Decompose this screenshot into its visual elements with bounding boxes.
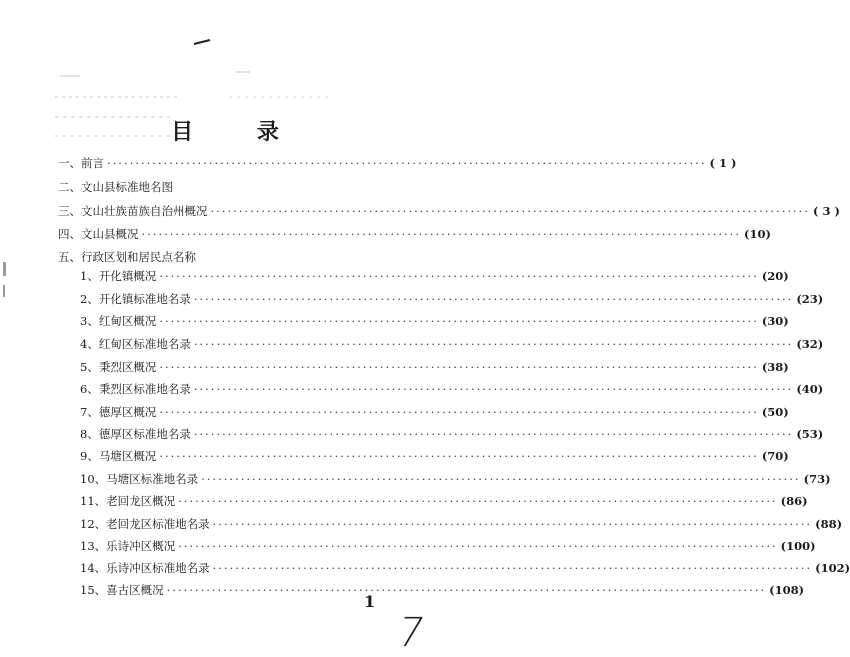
toc-entry-label: 1、开化镇概况 bbox=[80, 269, 157, 283]
toc-entry bbox=[58, 203, 840, 219]
dot-leader: ·········································································································· bbox=[159, 449, 759, 463]
dot-leader: ·········································································································· bbox=[193, 292, 794, 306]
toc-entry-label: 7、德厚区概况 bbox=[80, 405, 157, 419]
dot-leader: ·········································································································· bbox=[159, 269, 759, 283]
toc-entry-page: (53) bbox=[796, 427, 824, 441]
toc-entry-page: (30) bbox=[761, 314, 789, 328]
toc-entry-label: 8、德厚区标准地名录 bbox=[80, 427, 191, 441]
toc-entry bbox=[80, 493, 808, 509]
toc-entry-page: (50) bbox=[761, 405, 789, 419]
toc-entry bbox=[80, 471, 831, 487]
handwritten-mark: 7 bbox=[393, 610, 429, 656]
toc-entry-label: 13、乐诗冲区概况 bbox=[80, 539, 176, 553]
dot-leader: ·········································································································· bbox=[166, 583, 767, 597]
toc-entry bbox=[80, 381, 824, 397]
dot-leader: ·········································································································· bbox=[193, 382, 794, 396]
toc-entry bbox=[80, 291, 824, 307]
dot-leader: ·········································································································· bbox=[210, 204, 810, 218]
toc-entry-page: (10) bbox=[744, 227, 771, 241]
toc-entry-label: 12、老回龙区标准地名录 bbox=[80, 517, 210, 531]
toc-entry-label: 三、文山壮族苗族自治州概况 bbox=[58, 204, 208, 218]
dot-leader: ·········································································································· bbox=[107, 156, 707, 170]
toc-entry-page: (40) bbox=[796, 382, 824, 396]
toc-entry-page: (20) bbox=[761, 269, 789, 283]
toc-entry-page: (73) bbox=[803, 472, 831, 486]
toc-entry-label: 15、喜古区概况 bbox=[80, 583, 164, 597]
toc-entry bbox=[80, 582, 805, 598]
toc-entry-label: 五、行政区划和居民点名称 bbox=[58, 250, 196, 264]
page-number: 1 bbox=[364, 592, 376, 611]
toc-entry bbox=[80, 448, 789, 464]
dot-leader: ·········································································································· bbox=[159, 405, 759, 419]
toc-entry-page: (100) bbox=[780, 539, 816, 553]
toc-entry-label: 四、文山县概况 bbox=[58, 227, 139, 241]
toc-entry bbox=[58, 155, 737, 171]
toc-entry-label: 5、秉烈区概况 bbox=[80, 360, 157, 374]
toc-entry bbox=[80, 560, 850, 576]
toc-entry-label: 6、秉烈区标准地名录 bbox=[80, 382, 191, 396]
toc-entry-label: 3、红甸区概况 bbox=[80, 314, 157, 328]
toc-entry-label: 9、马塘区概况 bbox=[80, 449, 157, 463]
dot-leader: ·········································································································· bbox=[178, 494, 778, 508]
toc-entry-page: (38) bbox=[761, 360, 789, 374]
page-title: 目 录 bbox=[171, 119, 307, 145]
toc-entry-label: 一、前言 bbox=[58, 156, 104, 170]
toc-entry bbox=[58, 179, 393, 195]
toc-entry bbox=[80, 426, 824, 442]
toc-entry-label: 2、开化镇标准地名录 bbox=[80, 292, 191, 306]
dot-leader: ·········································································································· bbox=[193, 427, 794, 441]
toc-entry-label: 4、红甸区标准地名录 bbox=[80, 337, 191, 351]
toc-entry-page: (23) bbox=[796, 292, 824, 306]
toc-entry bbox=[58, 226, 771, 242]
toc-entry-label: 二、文山县标准地名图 bbox=[58, 180, 173, 194]
dot-leader: ·········································································································· bbox=[193, 337, 794, 351]
toc-entry-label: 11、老回龙区概况 bbox=[80, 494, 176, 508]
toc-entry-page: (32) bbox=[796, 337, 824, 351]
dot-leader: ·········································································································· bbox=[212, 517, 813, 531]
toc-entry bbox=[80, 538, 816, 554]
dot-leader: ·········································································································· bbox=[212, 561, 813, 575]
dot-leader: ·········································································································· bbox=[178, 539, 778, 553]
toc-entry-page: (86) bbox=[780, 494, 808, 508]
toc-entry-page: ( 1 ) bbox=[709, 156, 737, 170]
toc-entry bbox=[80, 516, 843, 532]
toc-entry bbox=[80, 268, 789, 284]
toc-entry bbox=[58, 249, 393, 265]
toc-entry bbox=[80, 313, 789, 329]
toc-entry bbox=[80, 359, 789, 375]
toc-entry bbox=[80, 336, 824, 352]
toc-entry bbox=[80, 404, 789, 420]
toc-entry-label: 10、马塘区标准地名录 bbox=[80, 472, 199, 486]
toc-entry-page: (108) bbox=[769, 583, 805, 597]
dot-leader: ·········································································································· bbox=[159, 314, 759, 328]
toc-entry-label: 14、乐诗冲区标准地名录 bbox=[80, 561, 210, 575]
dot-leader: ·········································································································· bbox=[201, 472, 801, 486]
dot-leader: ·········································································································· bbox=[159, 360, 759, 374]
toc-entry-page: (102) bbox=[815, 561, 850, 575]
toc-entry-page: ( 3 ) bbox=[813, 204, 840, 218]
toc-entry-page: (70) bbox=[761, 449, 789, 463]
dot-leader: ·········································································································· bbox=[141, 227, 741, 241]
toc-entry-page: (88) bbox=[815, 517, 843, 531]
